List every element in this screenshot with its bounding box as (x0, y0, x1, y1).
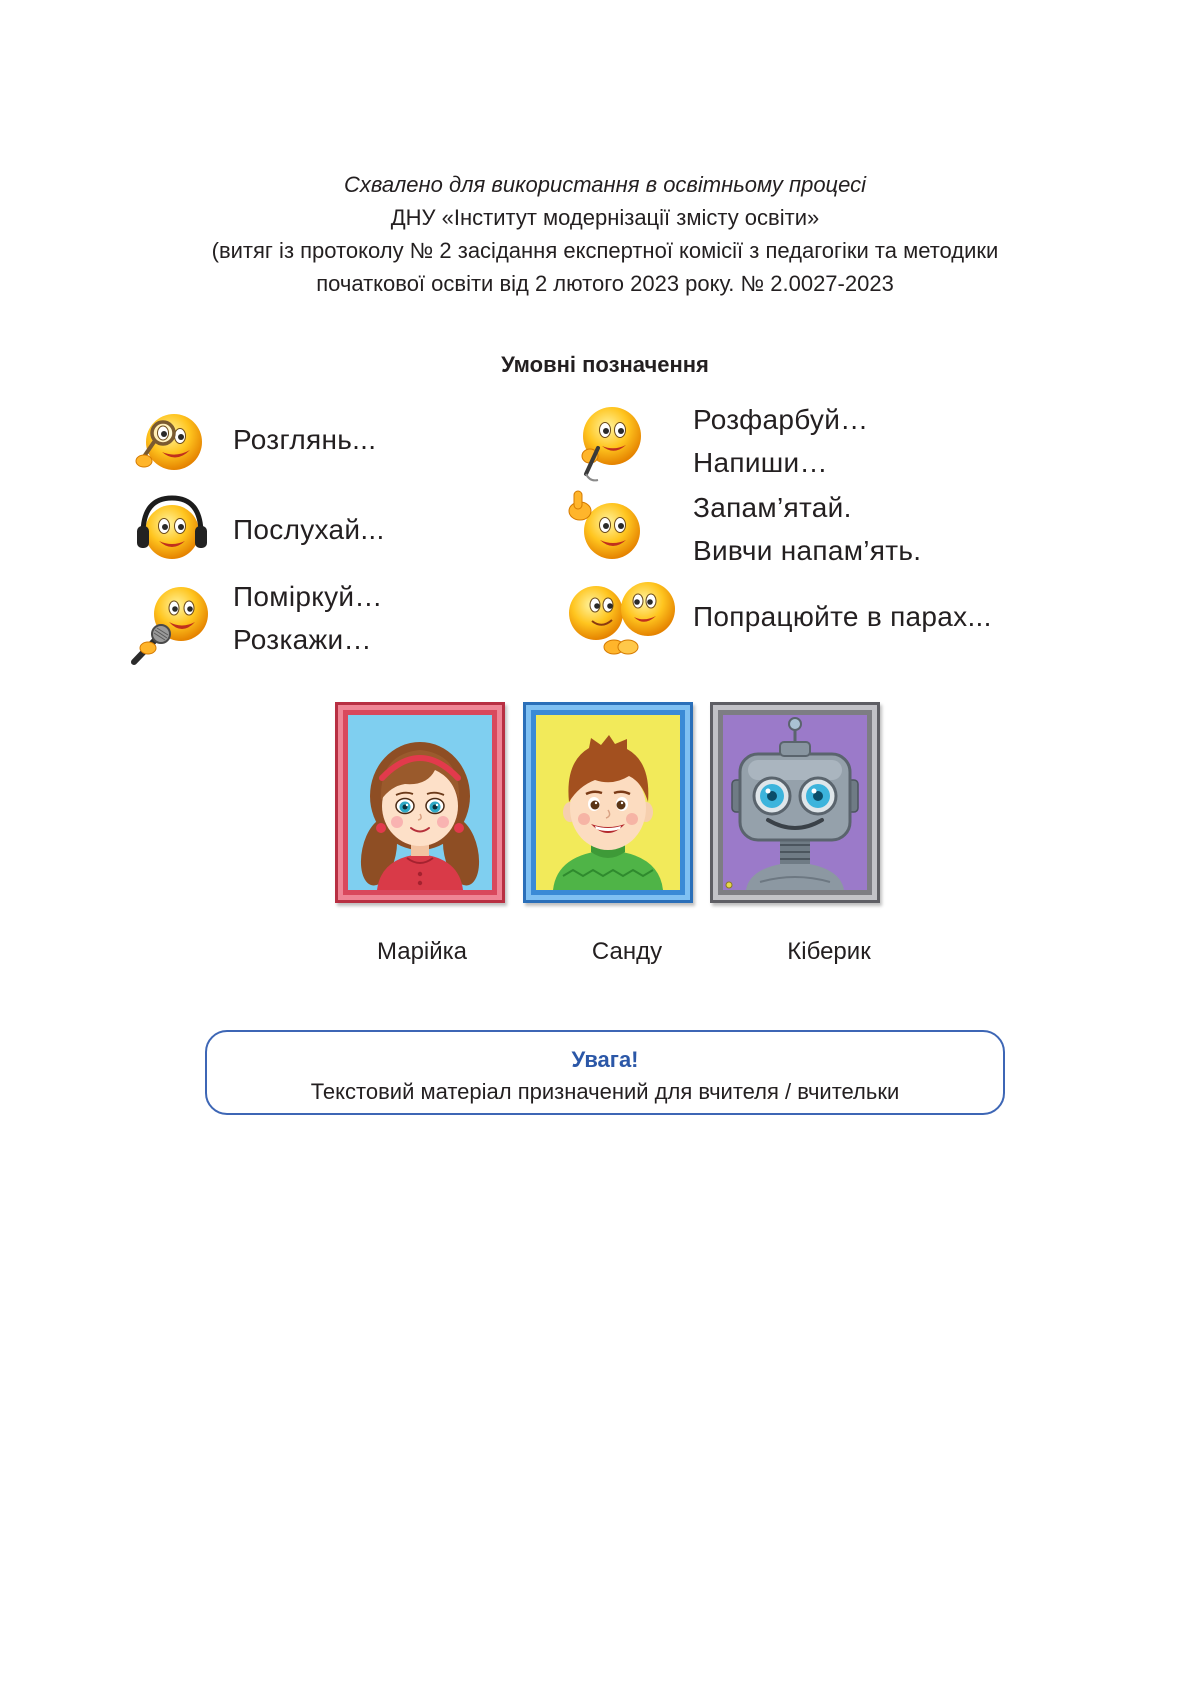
legend-label-line: Поміркуй… (233, 581, 383, 612)
legend-title: Умовні позначення (501, 352, 709, 377)
character-name-marijka: Марійка (376, 938, 468, 965)
legend-label (233, 575, 383, 661)
legend-label-line: Запам’ятай. (693, 492, 852, 523)
approval-line: (витяг із протоколу № 2 засідання експертної комісії з педагогіки та методики (211, 238, 999, 263)
legend-label-line: Розфарбуй… (693, 404, 869, 435)
legend-label-line: Вивчи напам’ять. (693, 535, 922, 566)
approval-line: початкової освіти від 2 лютого 2023 року. № 2.0027-2023 (316, 271, 894, 296)
legend-label (693, 486, 921, 572)
pencil-smiley-icon (568, 398, 648, 488)
legend-label-line: Послухай... (233, 514, 385, 545)
legend-label (693, 398, 868, 484)
legend-label-line: Розкажи… (233, 624, 372, 655)
thumbs-up-smiley-icon (560, 483, 650, 573)
legend-label (233, 508, 385, 551)
notice-text: Текстовий матеріал призначений для вчителя / вчительки (310, 1079, 900, 1104)
headphones-smiley-icon (132, 488, 212, 568)
approval-line: Схвалено для використання в освітньому процесі (343, 172, 867, 197)
robot-portrait-icon (710, 702, 880, 903)
boy-portrait-icon (523, 702, 693, 903)
legend-label (233, 418, 376, 461)
microphone-smiley-icon (124, 578, 214, 668)
approval-statement (110, 168, 1100, 300)
notice-box (205, 1030, 1005, 1115)
legend-label (693, 595, 992, 638)
approval-line: ДНУ «Інститут модернізації змісту освіти» (390, 205, 820, 230)
notice-title: Увага! (571, 1047, 639, 1072)
legend-label-line: Розглянь... (233, 424, 377, 455)
girl-portrait-icon (335, 702, 505, 903)
magnifier-smiley-icon (130, 400, 210, 480)
character-name-sandu: Санду (591, 938, 663, 965)
character-name-kiberyk: Кіберик (787, 938, 871, 965)
legend-label-line: Напиши… (693, 447, 828, 478)
legend-label-line: Попрацюйте в парах... (693, 601, 992, 632)
pair-smileys-icon (562, 575, 682, 659)
